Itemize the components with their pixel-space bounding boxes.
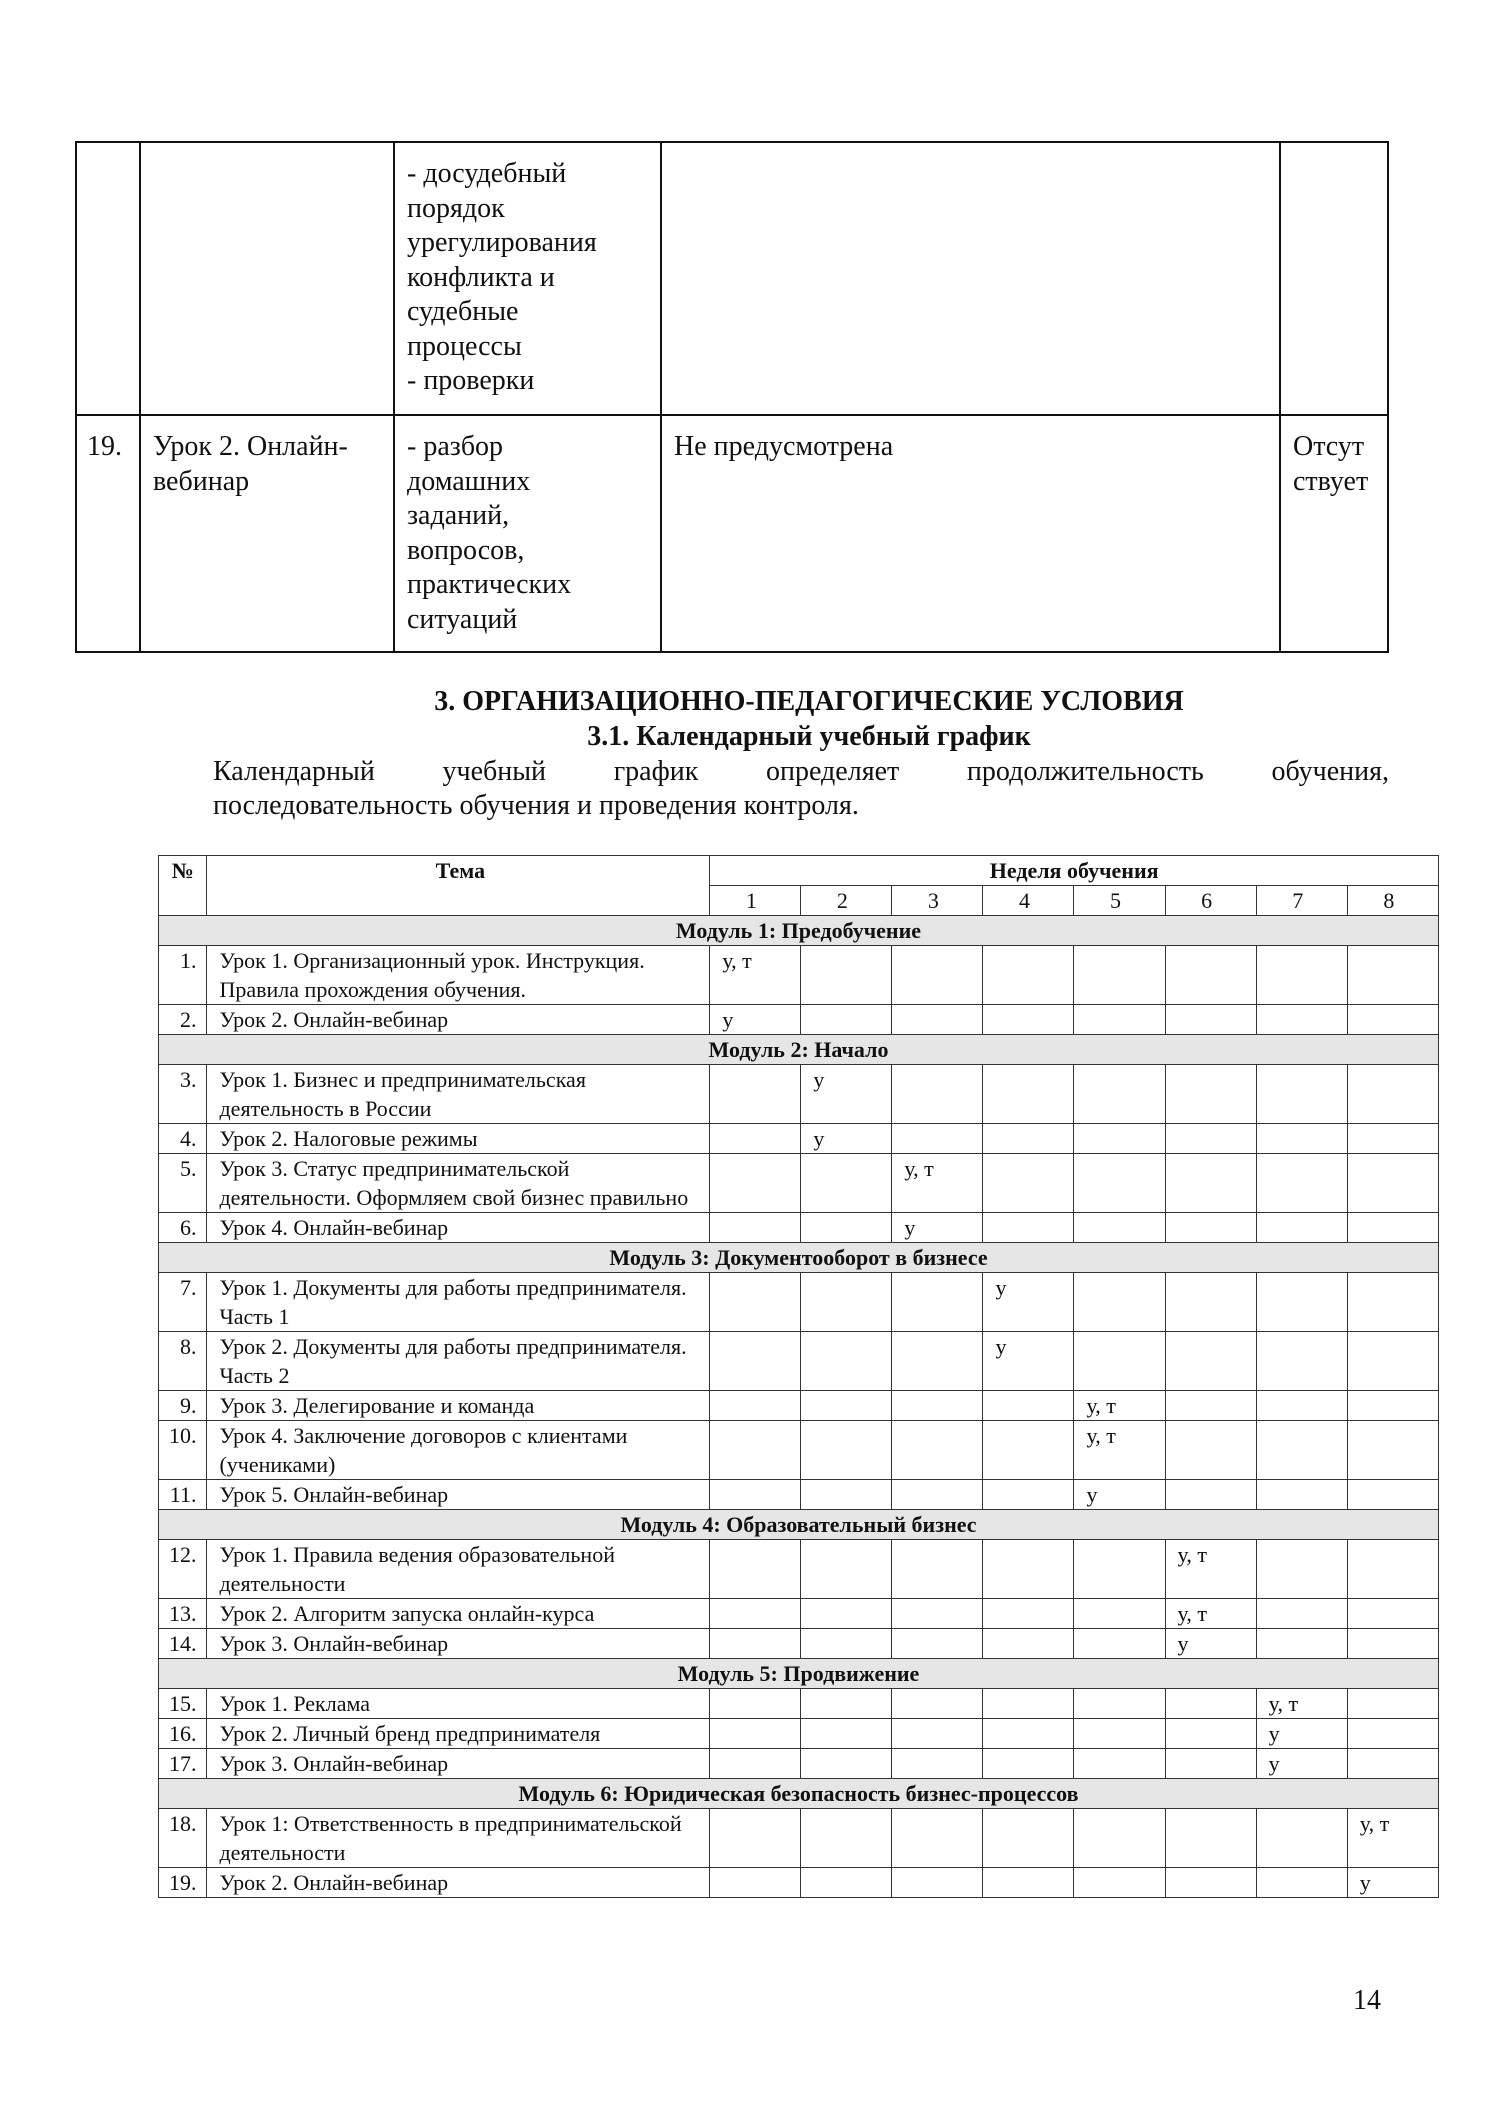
week-cell-6 (1165, 1005, 1256, 1035)
lesson-topic: Урок 3. Онлайн-вебинар (207, 1629, 710, 1659)
lesson-row (159, 1124, 1439, 1154)
week-cell-1 (710, 1480, 801, 1510)
content-line: домашних (407, 465, 531, 497)
week-cell-8 (1347, 1005, 1438, 1035)
week-cell-4 (983, 1421, 1074, 1480)
week-cell-3 (892, 1599, 983, 1629)
week-cell-5 (1074, 1809, 1165, 1868)
week-cell-3 (892, 1540, 983, 1599)
content-line: - проверки (407, 365, 535, 396)
module-row (159, 1779, 1439, 1809)
lesson-row (159, 1332, 1439, 1391)
week-cell-8 (1347, 1689, 1438, 1719)
week-cell-2 (801, 946, 892, 1005)
week-cell-4 (983, 1154, 1074, 1213)
week-cell-5 (1074, 1749, 1165, 1779)
control-cell (1280, 142, 1388, 415)
practice-cell: Не предусмотрена (661, 415, 1280, 652)
lesson-topic: Урок 3. Статус предпринимательской деятельности. Оформляем свой бизнес правильно (207, 1154, 710, 1213)
lesson-row (159, 1065, 1439, 1124)
lesson-topic: Урок 5. Онлайн-вебинар (207, 1480, 710, 1510)
week-cell-1 (710, 1629, 801, 1659)
lesson-topic: Урок 4. Заключение договоров с клиентами (учениками) (207, 1421, 710, 1480)
week-cell-4: у (983, 1273, 1074, 1332)
content-line: вопросов, (407, 534, 525, 566)
lesson-row (159, 1154, 1439, 1213)
module-row (159, 1035, 1439, 1065)
week-cell-8 (1347, 946, 1438, 1005)
week-cell-6: у, т (1165, 1540, 1256, 1599)
week-cell-3 (892, 1421, 983, 1480)
module-row (159, 1659, 1439, 1689)
week-cell-3 (892, 1332, 983, 1391)
content-line: заданий, (407, 500, 510, 531)
lesson-topic: Урок 4. Онлайн-вебинар (207, 1213, 710, 1243)
week-cell-6 (1165, 946, 1256, 1005)
week-cell-6 (1165, 1391, 1256, 1421)
week-cell-2 (801, 1868, 892, 1898)
week-cell-5 (1074, 1540, 1165, 1599)
week-cell-7 (1256, 946, 1347, 1005)
module-title: Модуль 1: Предобучение (159, 916, 1439, 946)
lesson-topic: Урок 2. Налоговые режимы (207, 1124, 710, 1154)
lesson-number: 1. (159, 946, 207, 1005)
week-cell-3: у (892, 1213, 983, 1243)
module-title: Модуль 5: Продвижение (159, 1659, 1439, 1689)
week-cell-1 (710, 1599, 801, 1629)
week-cell-4 (983, 1540, 1074, 1599)
content-line: урегулирования (407, 227, 597, 258)
week-cell-7 (1256, 1391, 1347, 1421)
lesson-content-cell (394, 415, 661, 652)
week-cell-6 (1165, 1868, 1256, 1898)
module-title: Модуль 6: Юридическая безопасность бизнес-процессов (159, 1779, 1439, 1809)
week-cell-2 (801, 1629, 892, 1659)
week-cell-3 (892, 1629, 983, 1659)
week-cell-3 (892, 1719, 983, 1749)
week-header: 6 (1165, 886, 1256, 916)
week-cell-1 (710, 1391, 801, 1421)
week-cell-3 (892, 1809, 983, 1868)
week-cell-3 (892, 1391, 983, 1421)
week-cell-7 (1256, 1540, 1347, 1599)
lesson-number: 19. (159, 1868, 207, 1898)
week-cell-5 (1074, 1065, 1165, 1124)
week-cell-3 (892, 1868, 983, 1898)
week-cell-1 (710, 1868, 801, 1898)
week-cell-5: у, т (1074, 1391, 1165, 1421)
week-cell-1 (710, 1213, 801, 1243)
week-cell-4 (983, 1391, 1074, 1421)
week-cell-5 (1074, 1124, 1165, 1154)
lesson-number: 18. (159, 1809, 207, 1868)
week-cell-5 (1074, 1213, 1165, 1243)
table-row (76, 415, 1388, 652)
lesson-row (159, 1689, 1439, 1719)
week-cell-2 (801, 1421, 892, 1480)
week-cell-8 (1347, 1480, 1438, 1510)
week-cell-4 (983, 1213, 1074, 1243)
content-line: процессы (407, 330, 522, 362)
week-cell-1 (710, 1154, 801, 1213)
lesson-topic: Урок 2. Алгоритм запуска онлайн-курса (207, 1599, 710, 1629)
lesson-content-cell (394, 142, 661, 415)
lesson-row (159, 1273, 1439, 1332)
week-cell-8 (1347, 1213, 1438, 1243)
week-cell-5 (1074, 1599, 1165, 1629)
content-line: - разбор (407, 431, 504, 462)
week-cell-5 (1074, 1719, 1165, 1749)
week-header: 8 (1347, 886, 1438, 916)
lesson-topic: Урок 1. Бизнес и предпринимательская деятельность в России (207, 1065, 710, 1124)
week-cell-4 (983, 1749, 1074, 1779)
week-cell-5 (1074, 1273, 1165, 1332)
module-title: Модуль 4: Образовательный бизнес (159, 1510, 1439, 1540)
week-cell-4 (983, 1005, 1074, 1035)
week-cell-1 (710, 1273, 801, 1332)
lesson-number: 2. (159, 1005, 207, 1035)
lesson-number-cell: 19. (76, 415, 140, 652)
week-cell-8 (1347, 1540, 1438, 1599)
lesson-number: 11. (159, 1480, 207, 1510)
week-cell-1 (710, 1749, 801, 1779)
week-cell-2 (801, 1689, 892, 1719)
week-cell-7 (1256, 1480, 1347, 1510)
lesson-number: 3. (159, 1065, 207, 1124)
lesson-row (159, 1868, 1439, 1898)
intro-line: Календарный учебный график определяет продолжительность обучения, (213, 756, 1389, 787)
week-header: 3 (892, 886, 983, 916)
week-cell-3 (892, 1480, 983, 1510)
practice-cell (661, 142, 1280, 415)
week-cell-3 (892, 1273, 983, 1332)
lesson-topic: Урок 1. Реклама (207, 1689, 710, 1719)
week-cell-6 (1165, 1273, 1256, 1332)
week-cell-6 (1165, 1154, 1256, 1213)
week-cell-7 (1256, 1124, 1347, 1154)
week-cell-8 (1347, 1065, 1438, 1124)
lesson-number: 8. (159, 1332, 207, 1391)
lesson-number: 10. (159, 1421, 207, 1480)
lesson-number: 5. (159, 1154, 207, 1213)
lesson-topic-cell: Урок 2. Онлайн-вебинар (140, 415, 394, 652)
week-cell-6 (1165, 1689, 1256, 1719)
lesson-number: 14. (159, 1629, 207, 1659)
lesson-topic: Урок 2. Документы для работы предпринимателя. Часть 2 (207, 1332, 710, 1391)
week-cell-5 (1074, 1689, 1165, 1719)
week-cell-4 (983, 1868, 1074, 1898)
lesson-row (159, 1421, 1439, 1480)
control-cell: Отсутствует (1280, 415, 1388, 652)
week-cell-2 (801, 1809, 892, 1868)
lesson-row (159, 1391, 1439, 1421)
week-cell-2 (801, 1005, 892, 1035)
content-line: практических (407, 569, 572, 600)
lesson-topic: Урок 1. Организационный урок. Инструкция. Правила прохождения обучения. (207, 946, 710, 1005)
week-cell-8 (1347, 1391, 1438, 1421)
week-cell-1 (710, 1540, 801, 1599)
week-cell-2 (801, 1332, 892, 1391)
week-cell-4 (983, 946, 1074, 1005)
week-header: 2 (801, 886, 892, 916)
week-cell-6: у (1165, 1629, 1256, 1659)
week-cell-1: у (710, 1005, 801, 1035)
week-cell-5 (1074, 1005, 1165, 1035)
week-cell-7 (1256, 1599, 1347, 1629)
lesson-row (159, 1599, 1439, 1629)
week-cell-8 (1347, 1124, 1438, 1154)
week-cell-6 (1165, 1332, 1256, 1391)
week-cell-1 (710, 1421, 801, 1480)
week-cell-7: у, т (1256, 1689, 1347, 1719)
lesson-number: 6. (159, 1213, 207, 1243)
week-cell-5: у (1074, 1480, 1165, 1510)
content-line: конфликта и (407, 261, 555, 293)
week-cell-4 (983, 1599, 1074, 1629)
lesson-topic: Урок 3. Онлайн-вебинар (207, 1749, 710, 1779)
week-cell-8 (1347, 1273, 1438, 1332)
week-cell-2: у (801, 1065, 892, 1124)
week-cell-6 (1165, 1719, 1256, 1749)
week-cell-1: у, т (710, 946, 801, 1005)
lesson-topic-cell (140, 142, 394, 415)
week-cell-4 (983, 1065, 1074, 1124)
week-cell-2 (801, 1599, 892, 1629)
week-cell-5 (1074, 1629, 1165, 1659)
week-cell-6 (1165, 1124, 1256, 1154)
week-cell-8 (1347, 1599, 1438, 1629)
week-cell-8 (1347, 1154, 1438, 1213)
week-cell-8 (1347, 1719, 1438, 1749)
program-content-table (75, 141, 1389, 653)
module-row (159, 1243, 1439, 1273)
week-cell-7 (1256, 1809, 1347, 1868)
lesson-row (159, 1719, 1439, 1749)
week-cell-4 (983, 1809, 1074, 1868)
week-cell-8: у, т (1347, 1809, 1438, 1868)
lesson-number: 15. (159, 1689, 207, 1719)
lesson-number-cell (76, 142, 140, 415)
page-number: 14 (1353, 1985, 1381, 2016)
intro-line: последовательность обучения и проведения контроля. (213, 790, 859, 821)
week-cell-7 (1256, 1273, 1347, 1332)
week-header: 7 (1256, 886, 1347, 916)
week-cell-1 (710, 1065, 801, 1124)
week-cell-3: у, т (892, 1154, 983, 1213)
week-cell-7 (1256, 1868, 1347, 1898)
week-cell-7 (1256, 1421, 1347, 1480)
week-cell-6 (1165, 1421, 1256, 1480)
content-line: порядок (407, 192, 505, 224)
number-header: № (159, 856, 207, 916)
module-row (159, 916, 1439, 946)
lesson-row (159, 1540, 1439, 1599)
lesson-number: 4. (159, 1124, 207, 1154)
week-cell-3 (892, 1749, 983, 1779)
week-cell-7 (1256, 1065, 1347, 1124)
week-cell-2: у (801, 1124, 892, 1154)
week-cell-8 (1347, 1421, 1438, 1480)
week-cell-6: у, т (1165, 1599, 1256, 1629)
header-row (159, 856, 1439, 886)
week-header: 1 (710, 886, 801, 916)
lesson-topic: Урок 2. Онлайн-вебинар (207, 1868, 710, 1898)
week-cell-6 (1165, 1749, 1256, 1779)
week-cell-3 (892, 1005, 983, 1035)
week-cell-4: у (983, 1332, 1074, 1391)
week-cell-2 (801, 1749, 892, 1779)
week-cell-4 (983, 1689, 1074, 1719)
week-cell-2 (801, 1719, 892, 1749)
topic-header: Тема (207, 856, 710, 916)
week-cell-2 (801, 1154, 892, 1213)
lesson-number: 16. (159, 1719, 207, 1749)
week-cell-3 (892, 1124, 983, 1154)
lesson-row (159, 1749, 1439, 1779)
lesson-topic: Урок 2. Личный бренд предпринимателя (207, 1719, 710, 1749)
week-cell-3 (892, 946, 983, 1005)
content-line: ситуаций (407, 603, 518, 635)
week-cell-2 (801, 1213, 892, 1243)
week-cell-5 (1074, 1868, 1165, 1898)
week-cell-3 (892, 1065, 983, 1124)
content-line: судебные (407, 296, 519, 327)
content-line: - досудебный (407, 158, 567, 189)
week-cell-2 (801, 1540, 892, 1599)
lesson-number: 9. (159, 1391, 207, 1421)
week-cell-1 (710, 1689, 801, 1719)
week-cell-4 (983, 1124, 1074, 1154)
lesson-number: 7. (159, 1273, 207, 1332)
week-cell-8 (1347, 1749, 1438, 1779)
week-cell-7: у (1256, 1749, 1347, 1779)
lesson-topic: Урок 1. Документы для работы предпринимателя. Часть 1 (207, 1273, 710, 1332)
week-cell-1 (710, 1809, 801, 1868)
module-title: Модуль 2: Начало (159, 1035, 1439, 1065)
week-cell-4 (983, 1629, 1074, 1659)
schedule-body (159, 916, 1439, 1898)
lesson-row (159, 946, 1439, 1005)
lesson-number: 12. (159, 1540, 207, 1599)
week-cell-4 (983, 1480, 1074, 1510)
week-cell-2 (801, 1273, 892, 1332)
week-cell-8 (1347, 1629, 1438, 1659)
module-title: Модуль 3: Документооборот в бизнесе (159, 1243, 1439, 1273)
week-cell-5: у, т (1074, 1421, 1165, 1480)
module-row (159, 1510, 1439, 1540)
lesson-topic: Урок 2. Онлайн-вебинар (207, 1005, 710, 1035)
week-cell-7 (1256, 1629, 1347, 1659)
intro-paragraph (213, 755, 1389, 823)
week-cell-5 (1074, 946, 1165, 1005)
week-cell-5 (1074, 1154, 1165, 1213)
lesson-row (159, 1005, 1439, 1035)
week-cell-7: у (1256, 1719, 1347, 1749)
section-heading: 3. ОРГАНИЗАЦИОННО-ПЕДАГОГИЧЕСКИЕ УСЛОВИЯ (434, 686, 1184, 717)
week-header: 4 (983, 886, 1074, 916)
week-header: 5 (1074, 886, 1165, 916)
week-cell-5 (1074, 1332, 1165, 1391)
lesson-row (159, 1213, 1439, 1243)
week-cell-7 (1256, 1213, 1347, 1243)
lesson-number: 13. (159, 1599, 207, 1629)
table-row (76, 142, 1388, 415)
lesson-row (159, 1629, 1439, 1659)
week-cell-1 (710, 1124, 801, 1154)
weeks-header: Неделя обучения (710, 856, 1439, 886)
week-cell-2 (801, 1480, 892, 1510)
week-cell-1 (710, 1332, 801, 1391)
lesson-row (159, 1480, 1439, 1510)
week-cell-8 (1347, 1332, 1438, 1391)
subsection-heading: 3.1. Календарный учебный график (587, 721, 1031, 752)
lesson-topic: Урок 1: Ответственность в предпринимательской деятельности (207, 1809, 710, 1868)
week-cell-6 (1165, 1809, 1256, 1868)
week-cell-4 (983, 1719, 1074, 1749)
lesson-number: 17. (159, 1749, 207, 1779)
lesson-topic: Урок 1. Правила ведения образовательной деятельности (207, 1540, 710, 1599)
week-cell-8: у (1347, 1868, 1438, 1898)
week-cell-3 (892, 1689, 983, 1719)
week-cell-1 (710, 1719, 801, 1749)
week-cell-6 (1165, 1213, 1256, 1243)
week-cell-6 (1165, 1480, 1256, 1510)
week-cell-7 (1256, 1332, 1347, 1391)
week-cell-6 (1165, 1065, 1256, 1124)
week-cell-7 (1256, 1005, 1347, 1035)
calendar-schedule-table (158, 855, 1439, 1898)
lesson-row (159, 1809, 1439, 1868)
lesson-topic: Урок 3. Делегирование и команда (207, 1391, 710, 1421)
week-cell-7 (1256, 1154, 1347, 1213)
week-cell-2 (801, 1391, 892, 1421)
